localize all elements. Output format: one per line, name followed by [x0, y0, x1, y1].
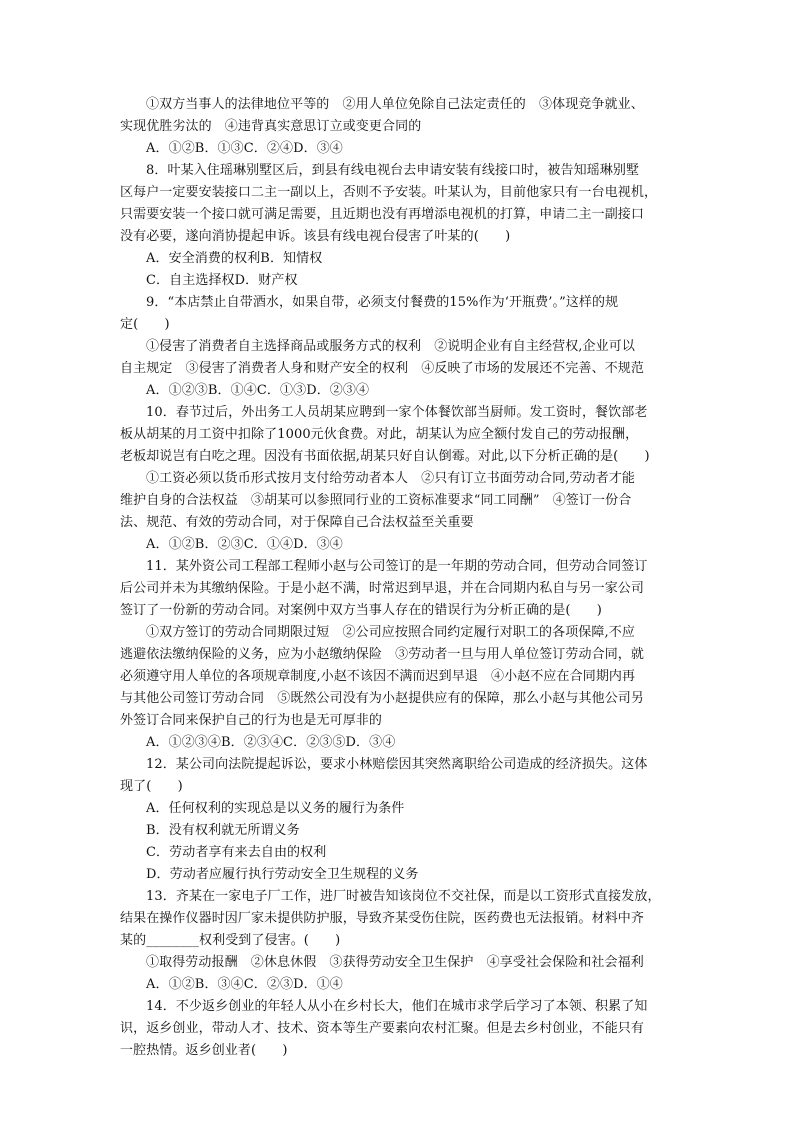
text-line: D．劳动者应履行执行劳动安全卫生规程的义务: [146, 867, 419, 882]
text-line: 14．不少返乡创业的年轻人从小在乡村长大，他们在城市求学后学习了本领、积累了知: [146, 999, 648, 1014]
text-line: ①双方签订的劳动合同期限过短 ②公司应按照合同约定履行对职工的各项保障,不应: [146, 625, 635, 640]
text-line: A．任何权利的实现总是以义务的履行为条件: [146, 801, 405, 816]
text-line: 一腔热情。返乡创业者( ): [120, 1043, 288, 1058]
text-line: A．①②B．③④C．②③D．①④: [146, 977, 343, 992]
text-line: ①侵害了消费者自主选择商品或服务方式的权利 ②说明企业有自主经营权,企业可以: [146, 339, 635, 354]
text-line: 后公司并未为其缴纳保险。于是小赵不满，时常迟到早退，并在合同期内私自与另一家公司: [120, 581, 645, 596]
text-line: 8．叶某入住瑶琳别墅区后，到县有线电视台去申请安装有线接口时，被告知瑶琳别墅: [146, 163, 640, 178]
text-line: 必须遵守用人单位的各项规章制度,小赵不该因不满而迟到早退 ④小赵不应在合同期内再: [120, 669, 636, 684]
text-line: 只需要安装一个接口就可满足需要，且近期也没有再增添电视机的打算，申请二主一副接口: [120, 207, 645, 222]
text-line: 10．春节过后，外出务工人员胡某应聘到一家个体餐饮部当厨师。发工资时，餐饮部老: [146, 405, 648, 420]
text-line: 老板却说岂有白吃之理。因没有书面依据,胡某只好自认倒霉。对此,以下分析正确的是( ): [120, 449, 650, 464]
text-line: A．①②B．①③C．②④D．③④: [146, 141, 343, 156]
text-line: 某的________权利受到了侵害。( ): [120, 933, 341, 948]
text-line: 识，返乡创业，带动人才、技术、资本等生产要素向农村汇聚。但是去乡村创业，不能只有: [120, 1021, 645, 1036]
text-line: 9．“本店禁止自带酒水，如果自带，必须支付餐费的15%作为‘开瓶费’。”这样的规: [146, 295, 619, 310]
text-line: 定( ): [120, 317, 170, 332]
text-line: 板从胡某的月工资中扣除了1000元伙食费。对此，胡某认为应全额付发自己的劳动报酬，: [120, 427, 639, 442]
text-line: A．①②③B．①④C．①③D．②③④: [146, 383, 370, 398]
text-line: 实现优胜劣汰的 ④违背真实意思订立或变更合同的: [120, 119, 422, 134]
text-line: 外签订合同来保护自己的行为也是无可厚非的: [120, 713, 383, 728]
text-line: 区每户一定要安装接口二主一副以上，否则不予安装。叶某认为，目前他家只有一台电视机，: [120, 185, 658, 200]
text-line: 法、规范、有效的劳动合同，对于保障自己合法权益至关重要: [120, 515, 474, 530]
text-line: 与其他公司签订劳动合同 ⑤既然公司没有为小赵提供应有的保障，那么小赵与其他公司另: [120, 691, 645, 706]
text-line: 结果在操作仪器时因厂家未提供防护服，导致齐某受伤住院，医药费也无法报销。材料中齐: [120, 911, 645, 926]
document-page: [120, 94, 686, 1062]
text-line: 自主规定 ③侵害了消费者人身和财产安全的权利 ④反映了市场的发展还不完善、不规范: [120, 361, 645, 376]
text-line: A．①②B．②③C．①④D．③④: [146, 537, 343, 552]
text-line: A．安全消费的权利B．知情权: [146, 251, 323, 266]
text-line: ①工资必须以货币形式按月支付给劳动者本人 ②只有订立书面劳动合同,劳动者才能: [146, 471, 635, 486]
text-line: ①双方当事人的法律地位平等的 ②用人单位免除自己法定责任的 ③体现竞争就业、: [146, 97, 644, 112]
text-line: C．自主选择权D．财产权: [146, 273, 298, 288]
text-line: 维护自身的合法权益 ③胡某可以参照同行业的工资标准要求“同工同酬” ④签订一份合: [120, 493, 632, 508]
text-line: C．劳动者享有来去自由的权利: [146, 845, 327, 860]
text-line: 13．齐某在一家电子厂工作，进厂时被告知该岗位不交社保，而是以工资形式直接发放，: [146, 889, 661, 904]
text-line: ①取得劳动报酬 ②休息休假 ③获得劳动安全卫生保护 ④享受社会保险和社会福利: [146, 955, 644, 970]
text-line: 逃避依法缴纳保险的义务，应为小赵缴纳保险 ③劳动者一旦与用人单位签订劳动合同，就: [120, 647, 645, 662]
text-line: B．没有权利就无所谓义务: [146, 823, 300, 838]
text-line: 11．某外资公司工程部工程师小赵与公司签订的是一年期的劳动合同，但劳动合同签订: [146, 559, 648, 574]
text-line: 没有必要，遂向消协提起申诉。该县有线电视台侵害了叶某的( ): [120, 229, 511, 244]
text-line: 12．某公司向法院提起诉讼，要求小林赔偿因其突然离职给公司造成的经济损失。这体: [146, 757, 648, 772]
text-line: 签订了一份新的劳动合同。对案例中双方当事人存在的错误行为分析正确的是( ): [120, 603, 602, 618]
text-line: 现了( ): [120, 779, 183, 794]
text-line: A．①②③④B．②③④C．②③⑤D．③④: [146, 735, 396, 750]
